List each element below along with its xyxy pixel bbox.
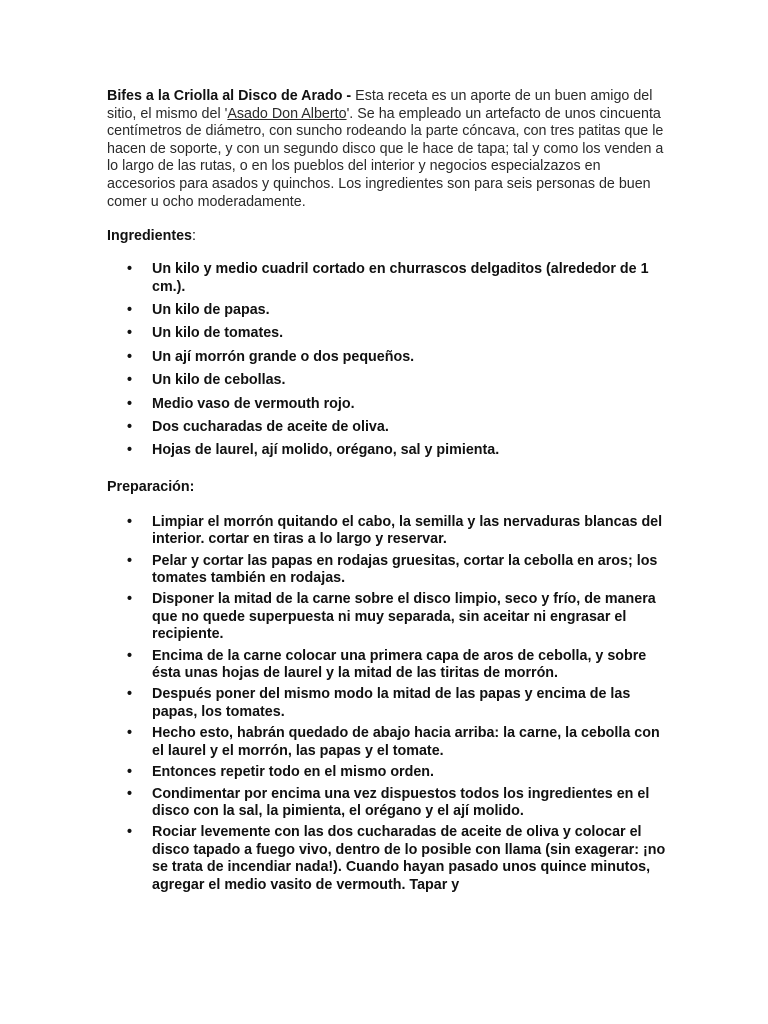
bullet-icon: • bbox=[127, 348, 133, 365]
bullet-icon: • bbox=[127, 442, 133, 459]
list-item bbox=[107, 325, 667, 342]
list-item-text: Encima de la carne colocar una primera capa de aros de cebolla, y sobre ésta unas hojas de laurel y la mitad de las tiritas de morrón. bbox=[152, 647, 647, 682]
bullet-icon: • bbox=[127, 395, 133, 412]
intro-text-after-link: '. Se ha empleado un artefacto de unos cincuenta centímetros de diámetro, con suncho rodeando la parte cóncava, con tres patitas que le hacen de soporte, y con un segundo disco que le hace de tapa; tal y como los venden a lo largo de las rutas, o en los pueblos del interior y negocios especialzazos en accesorios para asados y quinchos. Los ingredientes son para seis personas de buen comer u ocho moderadamente. bbox=[107, 105, 664, 210]
bullet-icon: • bbox=[127, 647, 133, 664]
list-item-text: Un ají morrón grande o dos pequeños. bbox=[152, 348, 415, 365]
list-item bbox=[107, 302, 667, 319]
list-item-text: Un kilo de papas. bbox=[152, 301, 270, 318]
bullet-icon: • bbox=[127, 419, 133, 435]
list-item bbox=[107, 372, 667, 389]
list-item-text: Hecho esto, habrán quedado de abajo hacia arriba: la carne, la cebolla con el laurel y el morrón, las papas y el tomate. bbox=[152, 725, 660, 759]
bullet-icon: • bbox=[127, 591, 133, 608]
ingredients-heading bbox=[107, 228, 667, 244]
list-item bbox=[107, 396, 667, 413]
ingredients-list bbox=[107, 261, 667, 460]
list-item-text: Disponer la mitad de la carne sobre el disco limpio, seco y frío, de manera que no quede superpuesta ni muy separada, sin aceitar ni engrasar el recipiente. bbox=[152, 591, 656, 643]
list-item bbox=[107, 553, 667, 588]
preparation-list bbox=[107, 514, 667, 894]
bullet-icon: • bbox=[127, 725, 133, 742]
list-item bbox=[107, 725, 667, 760]
list-item bbox=[107, 349, 667, 366]
bullet-icon: • bbox=[127, 261, 133, 278]
intro-paragraph bbox=[107, 88, 667, 211]
list-item-text: Pelar y cortar las papas en rodajas gruesitas, cortar la cebolla en aros; los tomates también en rodajas. bbox=[152, 552, 658, 587]
list-item bbox=[107, 648, 667, 683]
list-item-text: Condimentar por encima una vez dispuestos todos los ingredientes en el disco con la sal, la pimienta, el orégano y el ají molido. bbox=[152, 785, 650, 819]
list-item bbox=[107, 824, 667, 894]
list-item-text: Hojas de laurel, ají molido, orégano, sal y pimienta. bbox=[152, 442, 500, 459]
list-item-text: Un kilo de tomates. bbox=[152, 325, 284, 342]
preparation-heading: Preparación: bbox=[107, 478, 195, 495]
list-item-text: Rociar levemente con las dos cucharadas de aceite de oliva y colocar el disco tapado a fuego vivo, dentro de lo posible con llama (sin exagerar: ¡no se trata de incendiar nada!). Cuando hayan pasado unos quince minutos, agregar el medio vasito de vermouth. Tapar y bbox=[152, 824, 666, 893]
list-item-text: Limpiar el morrón quitando el cabo, la semilla y las nervaduras blancas del interior. cortar en tiras a lo largo y reservar. bbox=[152, 513, 663, 548]
intro-text-before-link: Esta receta es un aporte de un buen amigo del sitio, el mismo del ' bbox=[107, 88, 653, 122]
list-item bbox=[107, 442, 667, 459]
document-page bbox=[107, 88, 667, 894]
list-item bbox=[107, 686, 667, 721]
bullet-icon: • bbox=[127, 513, 133, 530]
asado-don-alberto-link[interactable]: Asado Don Alberto bbox=[227, 105, 347, 122]
list-item-text: Dos cucharadas de aceite de oliva. bbox=[152, 419, 389, 435]
list-item-text: Entonces repetir todo en el mismo orden. bbox=[152, 764, 435, 781]
bullet-icon: • bbox=[127, 764, 133, 781]
list-item bbox=[107, 261, 667, 296]
bullet-icon: • bbox=[127, 372, 133, 389]
list-item-text: Medio vaso de vermouth rojo. bbox=[152, 395, 355, 412]
list-item bbox=[107, 764, 667, 781]
recipe-title: Bifes a la Criolla al Disco de Arado - bbox=[107, 88, 352, 104]
list-item-text: Un kilo y medio cuadril cortado en churrascos delgaditos (alrededor de 1 cm.). bbox=[152, 261, 649, 295]
list-item-text: Después poner del mismo modo la mitad de las papas y encima de las papas, los tomates. bbox=[152, 686, 631, 720]
list-item-text: Un kilo de cebollas. bbox=[152, 372, 286, 389]
ingredients-heading-colon: : bbox=[192, 228, 196, 245]
bullet-icon: • bbox=[127, 824, 133, 841]
bullet-icon: • bbox=[127, 325, 133, 342]
bullet-icon: • bbox=[127, 785, 133, 802]
ingredients-heading-label: Ingredientes bbox=[107, 228, 193, 245]
list-item bbox=[107, 514, 667, 549]
list-item bbox=[107, 786, 667, 821]
bullet-icon: • bbox=[127, 552, 133, 569]
bullet-icon: • bbox=[127, 686, 133, 703]
list-item bbox=[107, 419, 667, 436]
list-item bbox=[107, 591, 667, 643]
bullet-icon: • bbox=[127, 301, 133, 318]
